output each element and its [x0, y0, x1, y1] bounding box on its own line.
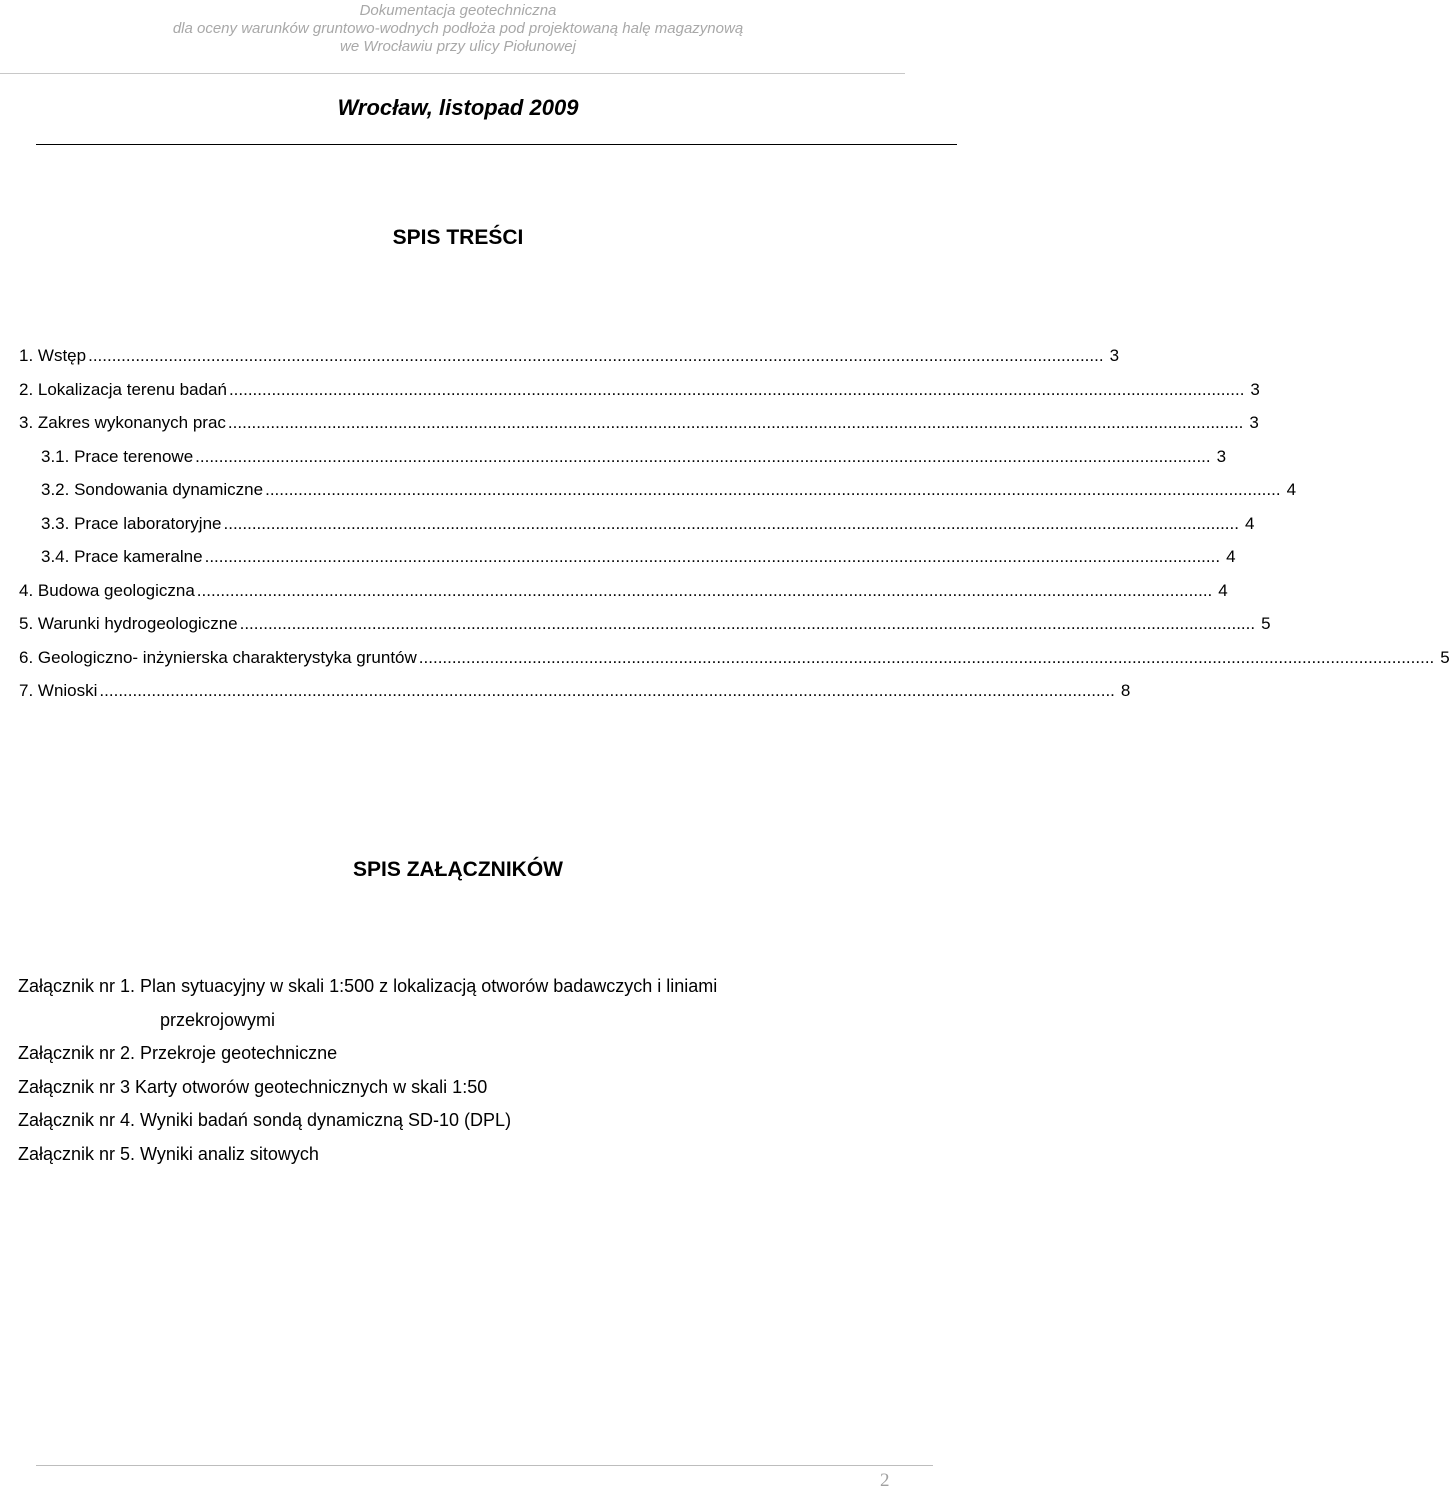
toc-entry-label: 3.2. Sondowania dynamiczne [41, 480, 264, 499]
toc-leader: ....................................................................................................................................................................................................................... [99, 681, 1115, 700]
attachment-item: Załącznik nr 5. Wyniki analiz sitowych [18, 1143, 319, 1164]
toc-entry-label: 3.4. Prace kameralne [41, 547, 203, 566]
toc-title: SPIS TREŚCI [392, 226, 524, 249]
attachment-item: Załącznik nr 4. Wyniki badań sondą dynamiczną SD-10 (DPL) [18, 1110, 512, 1130]
toc-leader: ....................................................................................................................................................................................................................... [196, 580, 1213, 600]
date-divider [36, 144, 957, 145]
toc-leader: ....................................................................................................................................................................................................................... [228, 379, 1245, 399]
toc-entry[interactable] [41, 513, 1255, 535]
running-header-line1: Dokumentacja geotechniczna [359, 2, 557, 19]
attachment-item-continuation: przekrojowymi [160, 1009, 276, 1030]
running-header-line2: dla oceny warunków gruntowo-wodnych podłoża pod projektowaną halę magazynową [172, 20, 744, 37]
toc-entry-label: 2. Lokalizacja terenu badań [19, 379, 227, 399]
toc-leader: ....................................................................................................................................................................................................................... [223, 513, 1239, 533]
attachment-item: Załącznik nr 1. Plan sytuacyjny w skali 1:500 z lokalizacją otworów badawczych i liniami [18, 976, 718, 996]
toc-entry[interactable] [19, 680, 1131, 702]
toc-entry-label: 3.1. Prace terenowe [41, 446, 194, 466]
header-divider [0, 73, 905, 74]
running-header [0, 2, 916, 56]
toc-leader: ....................................................................................................................................................................................................................... [195, 446, 1211, 466]
toc-entry-page: 3 [1250, 379, 1260, 399]
toc-entry-label: 1. Wstęp [19, 346, 87, 365]
attachment-item: Załącznik nr 3 Karty otworów geotechnicznych w skali 1:50 [18, 1076, 488, 1097]
toc-entry[interactable] [41, 546, 1236, 568]
toc-leader: ....................................................................................................................................................................................................................... [204, 547, 1221, 566]
toc-entry-page: 5 [1440, 647, 1450, 667]
document-date: Wrocław, listopad 2009 [337, 95, 579, 120]
toc-entry-page: 3 [1216, 446, 1227, 466]
toc-leader: ....................................................................................................................................................................................................................... [418, 647, 1435, 667]
toc-leader: ....................................................................................................................................................................................................................... [239, 614, 1256, 633]
toc-entry[interactable] [19, 379, 1260, 401]
running-header-line3: we Wrocławiu przy ulicy Piołunowej [340, 38, 576, 55]
toc-entry-page: 4 [1244, 513, 1255, 533]
toc-entry-label: 3. Zakres wykonanych prac [19, 413, 226, 432]
toc-entry-page: 8 [1120, 681, 1131, 700]
toc-entry[interactable] [41, 446, 1227, 468]
toc-entry[interactable] [19, 647, 1450, 669]
toc-leader: ....................................................................................................................................................................................................................... [227, 413, 1244, 432]
toc-entry[interactable] [19, 345, 1120, 367]
toc-entry-page: 4 [1218, 580, 1228, 600]
toc-entry-label: 3.3. Prace laboratoryjne [41, 513, 222, 533]
toc-entry-page: 3 [1249, 413, 1259, 432]
toc-entry-page: 3 [1109, 346, 1120, 365]
toc-leader: ....................................................................................................................................................................................................................... [265, 480, 1281, 499]
toc-entry-label: 5. Warunki hydrogeologiczne [19, 614, 238, 633]
toc-entry[interactable] [41, 479, 1297, 501]
attachments-list [18, 970, 717, 1171]
footer-divider [36, 1465, 933, 1466]
toc-entry[interactable] [19, 613, 1271, 635]
toc-entry-page: 5 [1261, 614, 1271, 633]
toc-entry-label: 6. Geologiczno- inżynierska charakterystyka gruntów [19, 647, 417, 667]
toc-entry[interactable] [19, 412, 1259, 434]
toc-entry-label: 7. Wnioski [19, 681, 98, 700]
toc-entry-label: 4. Budowa geologiczna [19, 580, 195, 600]
toc-entry-page: 4 [1286, 480, 1297, 499]
attachment-item: Załącznik nr 2. Przekroje geotechniczne [18, 1043, 338, 1063]
page-number: 2 [880, 1470, 890, 1491]
toc-entry-page: 4 [1226, 547, 1236, 566]
toc-entry[interactable] [19, 580, 1228, 602]
toc-leader: ....................................................................................................................................................................................................................... [88, 346, 1104, 365]
attachments-title: SPIS ZAŁĄCZNIKÓW [353, 858, 563, 881]
